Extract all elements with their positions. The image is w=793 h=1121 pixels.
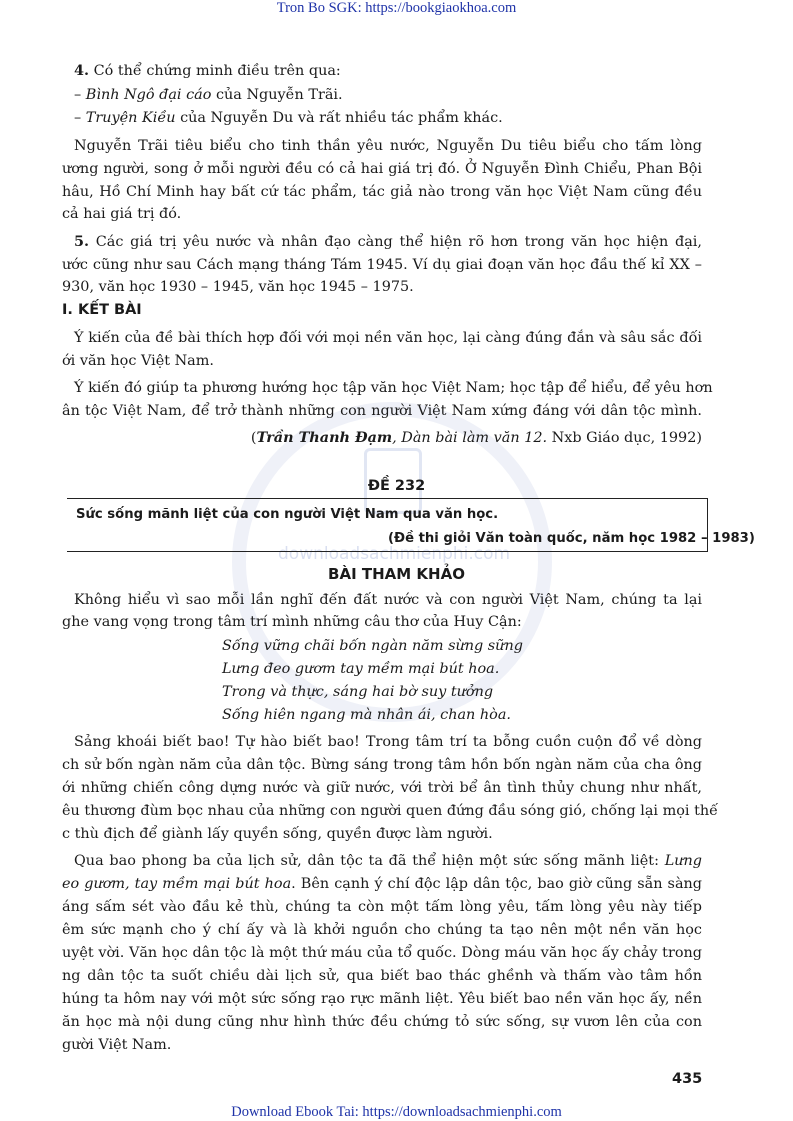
- section-heading-conclusion: I. KẾT BÀI: [62, 302, 142, 318]
- point-4-body-line: hâu, Hồ Chí Minh hay bất cứ tác phẩm, tác giả nào trong văn học Việt Nam cũng đều: [62, 184, 702, 200]
- watermark-text: downloadsachmienphi.com: [278, 544, 511, 564]
- poem-line: Sống vững chãi bốn ngàn năm sừng sững: [222, 638, 523, 654]
- point-4-body-line: cả hai giá trị đó.: [62, 206, 182, 222]
- paragraph-b-line: êm sức mạnh cho ý chí ấy và là khởi nguồn cho chúng ta tạo nên một nền văn học: [62, 922, 702, 938]
- page-number: 435: [672, 1071, 703, 1087]
- paragraph-b-line: eo gươm, tay mềm mại bút hoa. Bên cạnh ý chí độc lập dân tộc, bao giờ cũng sẵn sàng: [62, 876, 703, 892]
- exam-number: ĐỀ 232: [367, 478, 426, 494]
- conclusion-line: ới văn học Việt Nam.: [62, 353, 214, 369]
- paragraph-a-line: ch sử bốn ngàn năm của dân tộc. Bừng sáng trong tâm hồn bốn ngàn năm của cha ông: [62, 757, 702, 773]
- conclusion-line: ân tộc Việt Nam, để trở thành những con người Việt Nam xứng đáng với dân tộc mình.: [62, 403, 702, 419]
- topic-source: (Đề thi giỏi Văn toàn quốc, năm học 1982 – 1983): [388, 531, 755, 546]
- point-4-intro: 4. Có thể chứng minh điều trên qua:: [74, 62, 341, 79]
- paragraph-b-line: gười Việt Nam.: [62, 1037, 172, 1053]
- poem-line: Sống hiên ngang mà nhân ái, chan hòa.: [222, 707, 511, 723]
- paragraph-b-line: Qua bao phong ba của lịch sử, dân tộc ta đã thể hiện một sức sống mãnh liệt: Lưng: [74, 853, 702, 869]
- conclusion-line: Ý kiến đó giúp ta phương hướng học tập văn học Việt Nam; học tập để hiểu, để yêu hơn: [74, 380, 713, 396]
- point-5-line: ước cũng như sau Cách mạng tháng Tám 1945. Ví dụ giai đoạn văn học đầu thế kỉ XX –: [62, 257, 702, 273]
- paragraph-a-line: c thù địch để giành lấy quyền sống, quyền được làm người.: [62, 826, 493, 842]
- paragraph-a-line: êu thương đùm bọc nhau của những con người quen đứng đầu sóng gió, chống lại mọi thế: [62, 803, 718, 819]
- point-4-item-1: – Bình Ngô đại cáo của Nguyễn Trãi.: [74, 87, 343, 103]
- point-4-body-line: ương người, song ở mỗi người đều có cả hai giá trị đó. Ở Nguyễn Đình Chiểu, Phan Bội: [62, 161, 702, 177]
- point-5-line: 5. Các giá trị yêu nước và nhân đạo càng thể hiện rõ hơn trong văn học hiện đại,: [74, 233, 702, 250]
- paragraph-b-line: ăn học mà nội dung cũng như hình thức đều chứng tỏ sức sống, sự vươn lên của con: [62, 1014, 702, 1030]
- poem-line: Trong và thực, sáng hai bờ suy tưởng: [222, 684, 494, 700]
- point-5-line: 930, văn học 1930 – 1945, văn học 1945 – 1975.: [62, 279, 414, 295]
- conclusion-line: Ý kiến của đề bài thích hợp đối với mọi nền văn học, lại càng đúng đắn và sâu sắc đối: [74, 330, 702, 346]
- reference-title: BÀI THAM KHẢO: [328, 565, 465, 583]
- reference-intro-line: Không hiểu vì sao mỗi lần nghĩ đến đất nước và con người Việt Nam, chúng ta lại: [74, 592, 702, 608]
- citation: (Trần Thanh Đạm, Dàn bài làm văn 12. Nxb Giáo dục, 1992): [250, 429, 702, 446]
- paragraph-a-line: Sảng khoái biết bao! Tự hào biết bao! Trong tâm trí ta bỗng cuồn cuộn đổ về dòng: [74, 734, 702, 750]
- paragraph-b-line: áng sấm sét vào đầu kẻ thù, chúng ta còn một tấm lòng yêu, tấm lòng yêu này tiếp: [62, 899, 702, 915]
- poem-line: Lưng đeo gươm tay mềm mại bút hoa.: [222, 661, 500, 677]
- reference-intro-line: ghe vang vọng trong tâm trí mình những câu thơ của Huy Cận:: [62, 614, 522, 630]
- paragraph-b-line: húng ta hôm nay với một sức sống rạo rực mãnh liệt. Yêu biết bao nền văn học ấy, nền: [62, 991, 702, 1007]
- point-4-body-line: Nguyễn Trãi tiêu biểu cho tinh thần yêu nước, Nguyễn Du tiêu biểu cho tấm lòng: [74, 138, 702, 154]
- paragraph-b-line: ng dân tộc ta suốt chiều dài lịch sử, qua biết bao thác ghềnh và thấm vào tâm hồn: [62, 968, 702, 984]
- point-4-item-2: – Truyện Kiều của Nguyễn Du và rất nhiều tác phẩm khác.: [74, 110, 503, 126]
- footer-link[interactable]: Download Ebook Tai: https://downloadsachmienphi.com: [231, 1104, 562, 1120]
- paragraph-a-line: ới những chiến công dựng nước và giữ nước, với trời bể ân tình thủy chung như nhất,: [62, 780, 702, 796]
- topic-title: Sức sống mãnh liệt của con người Việt Nam qua văn học.: [76, 507, 499, 522]
- header-link[interactable]: Tron Bo SGK: https://bookgiaokhoa.com: [276, 0, 517, 16]
- paragraph-b-line: uyệt vời. Văn học dân tộc là một thứ máu của tổ quốc. Dòng máu văn học ấy chảy trong: [62, 945, 702, 961]
